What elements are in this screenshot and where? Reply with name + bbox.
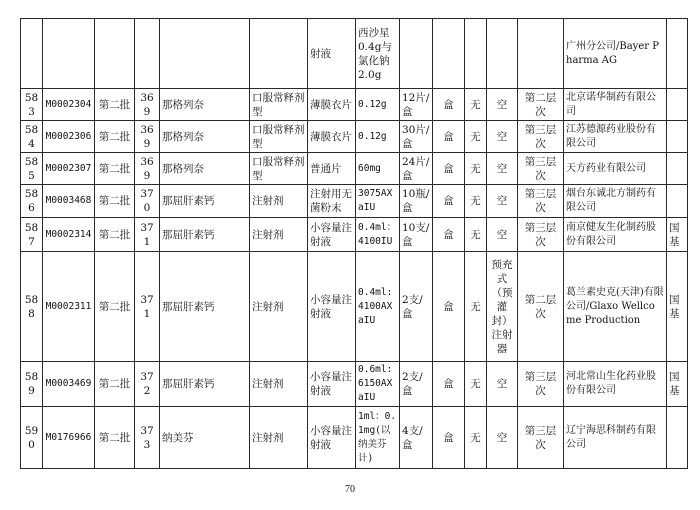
cell-batch: 第二批 bbox=[95, 362, 135, 407]
cell-dosage: 普通片 bbox=[308, 153, 356, 185]
cell-no: 584 bbox=[21, 121, 43, 153]
cell-form: 口服常释剂型 bbox=[250, 121, 308, 153]
cell-spec: 0.6ml:6150AXaIU bbox=[356, 362, 400, 407]
cell-company: 南京健友生化制药股份有限公司 bbox=[564, 218, 667, 252]
cell-dosage: 薄膜衣片 bbox=[308, 89, 356, 121]
cell-batch: 第二批 bbox=[95, 121, 135, 153]
cell-a: 无 bbox=[465, 153, 487, 185]
cell-tier: 第三层次 bbox=[518, 407, 564, 469]
cell-no: 585 bbox=[21, 153, 43, 185]
cell-name: 那格列奈 bbox=[160, 89, 250, 121]
table-row bbox=[21, 153, 688, 185]
cell-pack: 2支/盒 bbox=[400, 252, 433, 362]
cell-tier: 第三层次 bbox=[518, 153, 564, 185]
cell-code: M0003468 bbox=[43, 185, 95, 218]
cell-batch: 第二批 bbox=[95, 89, 135, 121]
cell-code bbox=[43, 19, 95, 89]
drug-catalog-table bbox=[20, 18, 688, 469]
cell-seq: 370 bbox=[135, 185, 160, 218]
cell-note: 国基 bbox=[667, 252, 688, 362]
cell-spec: 0.12g bbox=[356, 121, 400, 153]
cell-code: M0002306 bbox=[43, 121, 95, 153]
cell-company: 辽宁海思科制药有限公司 bbox=[564, 407, 667, 469]
cell-spec: 60mg bbox=[356, 153, 400, 185]
cell-company: 葛兰素史克(天津)有限公司/Glaxo Wellcome Production bbox=[564, 252, 667, 362]
cell-note: 国基 bbox=[667, 362, 688, 407]
cell-note bbox=[667, 121, 688, 153]
cell-seq bbox=[135, 19, 160, 89]
cell-batch bbox=[95, 19, 135, 89]
cell-pack bbox=[400, 19, 433, 89]
cell-pack: 12片/盒 bbox=[400, 89, 433, 121]
cell-no: 589 bbox=[21, 362, 43, 407]
cell-a: 无 bbox=[465, 252, 487, 362]
cell-b: 空 bbox=[487, 218, 518, 252]
cell-tier: 第二层次 bbox=[518, 89, 564, 121]
table-row-continued bbox=[21, 19, 688, 89]
cell-unit: 盒 bbox=[433, 407, 465, 469]
table-row bbox=[21, 185, 688, 218]
cell-form: 注射剂 bbox=[250, 407, 308, 469]
cell-a: 无 bbox=[465, 121, 487, 153]
cell-no bbox=[21, 19, 43, 89]
cell-pack: 2支/盒 bbox=[400, 362, 433, 407]
cell-spec: 0.4ml：4100IU bbox=[356, 218, 400, 252]
cell-pack: 30片/盒 bbox=[400, 121, 433, 153]
cell-form: 口服常释剂型 bbox=[250, 89, 308, 121]
cell-b: 空 bbox=[487, 89, 518, 121]
cell-note bbox=[667, 407, 688, 469]
cell-batch: 第二批 bbox=[95, 218, 135, 252]
cell-dosage: 小容量注射液 bbox=[308, 362, 356, 407]
cell-batch: 第二批 bbox=[95, 185, 135, 218]
cell-company: 烟台东诚北方制药有限公司 bbox=[564, 185, 667, 218]
cell-unit: 盒 bbox=[433, 153, 465, 185]
cell-a: 无 bbox=[465, 89, 487, 121]
cell-name: 那格列奈 bbox=[160, 121, 250, 153]
cell-note bbox=[667, 89, 688, 121]
cell-note bbox=[667, 185, 688, 218]
cell-company: 北京诺华制药有限公司 bbox=[564, 89, 667, 121]
cell-spec: 0.12g bbox=[356, 89, 400, 121]
cell-a: 无 bbox=[465, 407, 487, 469]
cell-unit: 盒 bbox=[433, 89, 465, 121]
cell-spec: 1ml：0.1mg(以纳美芬计) bbox=[356, 407, 400, 469]
cell-company: 天方药业有限公司 bbox=[564, 153, 667, 185]
cell-pack: 10瓶/盒 bbox=[400, 185, 433, 218]
cell-company: 江苏德源药业股份有限公司 bbox=[564, 121, 667, 153]
cell-name: 那屈肝素钙 bbox=[160, 362, 250, 407]
cell-pack: 24片/盒 bbox=[400, 153, 433, 185]
table-row bbox=[21, 407, 688, 469]
cell-tier: 第三层次 bbox=[518, 218, 564, 252]
cell-note bbox=[667, 19, 688, 89]
cell-seq: 371 bbox=[135, 218, 160, 252]
cell-form: 口服常释剂型 bbox=[250, 153, 308, 185]
cell-form: 注射剂 bbox=[250, 218, 308, 252]
cell-seq: 372 bbox=[135, 362, 160, 407]
cell-form: 注射剂 bbox=[250, 362, 308, 407]
cell-batch: 第二批 bbox=[95, 252, 135, 362]
cell-seq: 371 bbox=[135, 252, 160, 362]
cell-pack: 4支/盒 bbox=[400, 407, 433, 469]
cell-unit: 盒 bbox=[433, 218, 465, 252]
cell-unit: 盒 bbox=[433, 362, 465, 407]
cell-dosage: 射液 bbox=[308, 19, 356, 89]
cell-no: 586 bbox=[21, 185, 43, 218]
table-row bbox=[21, 252, 688, 362]
cell-b: 空 bbox=[487, 362, 518, 407]
cell-code: M0002307 bbox=[43, 153, 95, 185]
cell-seq: 373 bbox=[135, 407, 160, 469]
cell-b: 空 bbox=[487, 185, 518, 218]
cell-no: 590 bbox=[21, 407, 43, 469]
cell-name: 纳美芬 bbox=[160, 407, 250, 469]
cell-dosage: 小容量注射液 bbox=[308, 252, 356, 362]
cell-pack: 10支/盒 bbox=[400, 218, 433, 252]
cell-b: 空 bbox=[487, 407, 518, 469]
cell-no: 588 bbox=[21, 252, 43, 362]
cell-tier: 第三层次 bbox=[518, 362, 564, 407]
cell-tier: 第三层次 bbox=[518, 185, 564, 218]
cell-code: M0176966 bbox=[43, 407, 95, 469]
cell-seq: 369 bbox=[135, 121, 160, 153]
cell-form bbox=[250, 19, 308, 89]
cell-a: 无 bbox=[465, 362, 487, 407]
cell-b bbox=[487, 19, 518, 89]
cell-no: 583 bbox=[21, 89, 43, 121]
cell-unit: 盒 bbox=[433, 185, 465, 218]
table-row bbox=[21, 362, 688, 407]
cell-tier bbox=[518, 19, 564, 89]
cell-a: 无 bbox=[465, 185, 487, 218]
cell-batch: 第二批 bbox=[95, 153, 135, 185]
cell-code: M0003469 bbox=[43, 362, 95, 407]
cell-form: 注射剂 bbox=[250, 185, 308, 218]
cell-tier: 第三层次 bbox=[518, 121, 564, 153]
cell-b: 预充式（预灌封）注射器 bbox=[487, 252, 518, 362]
cell-dosage: 薄膜衣片 bbox=[308, 121, 356, 153]
cell-name bbox=[160, 19, 250, 89]
table-row bbox=[21, 89, 688, 121]
cell-seq: 369 bbox=[135, 89, 160, 121]
cell-a: 无 bbox=[465, 218, 487, 252]
cell-name: 那格列奈 bbox=[160, 153, 250, 185]
table-row bbox=[21, 218, 688, 252]
cell-name: 那屈肝素钙 bbox=[160, 185, 250, 218]
cell-code: M0002314 bbox=[43, 218, 95, 252]
page-number: 70 bbox=[345, 484, 355, 495]
cell-seq: 369 bbox=[135, 153, 160, 185]
cell-dosage: 小容量注射液 bbox=[308, 218, 356, 252]
cell-name: 那屈肝素钙 bbox=[160, 252, 250, 362]
cell-spec: 3075AXaIU bbox=[356, 185, 400, 218]
cell-unit: 盒 bbox=[433, 121, 465, 153]
cell-company: 河北常山生化药业股份有限公司 bbox=[564, 362, 667, 407]
cell-b: 空 bbox=[487, 153, 518, 185]
table-row bbox=[21, 121, 688, 153]
cell-spec: 0.4ml:4100AXaIU bbox=[356, 252, 400, 362]
cell-batch: 第二批 bbox=[95, 407, 135, 469]
cell-note bbox=[667, 153, 688, 185]
cell-b: 空 bbox=[487, 121, 518, 153]
cell-note: 国基 bbox=[667, 218, 688, 252]
cell-tier: 第二层次 bbox=[518, 252, 564, 362]
cell-spec: 西沙星0.4g与氯化钠2.0g bbox=[356, 19, 400, 89]
cell-form: 注射剂 bbox=[250, 252, 308, 362]
cell-dosage: 注射用无菌粉末 bbox=[308, 185, 356, 218]
cell-a bbox=[465, 19, 487, 89]
cell-company: 广州分公司/Bayer Pharma AG bbox=[564, 19, 667, 89]
cell-code: M0002304 bbox=[43, 89, 95, 121]
cell-code: M0002311 bbox=[43, 252, 95, 362]
cell-name: 那屈肝素钙 bbox=[160, 218, 250, 252]
cell-unit: 盒 bbox=[433, 252, 465, 362]
cell-dosage: 小容量注射液 bbox=[308, 407, 356, 469]
cell-no: 587 bbox=[21, 218, 43, 252]
cell-unit bbox=[433, 19, 465, 89]
